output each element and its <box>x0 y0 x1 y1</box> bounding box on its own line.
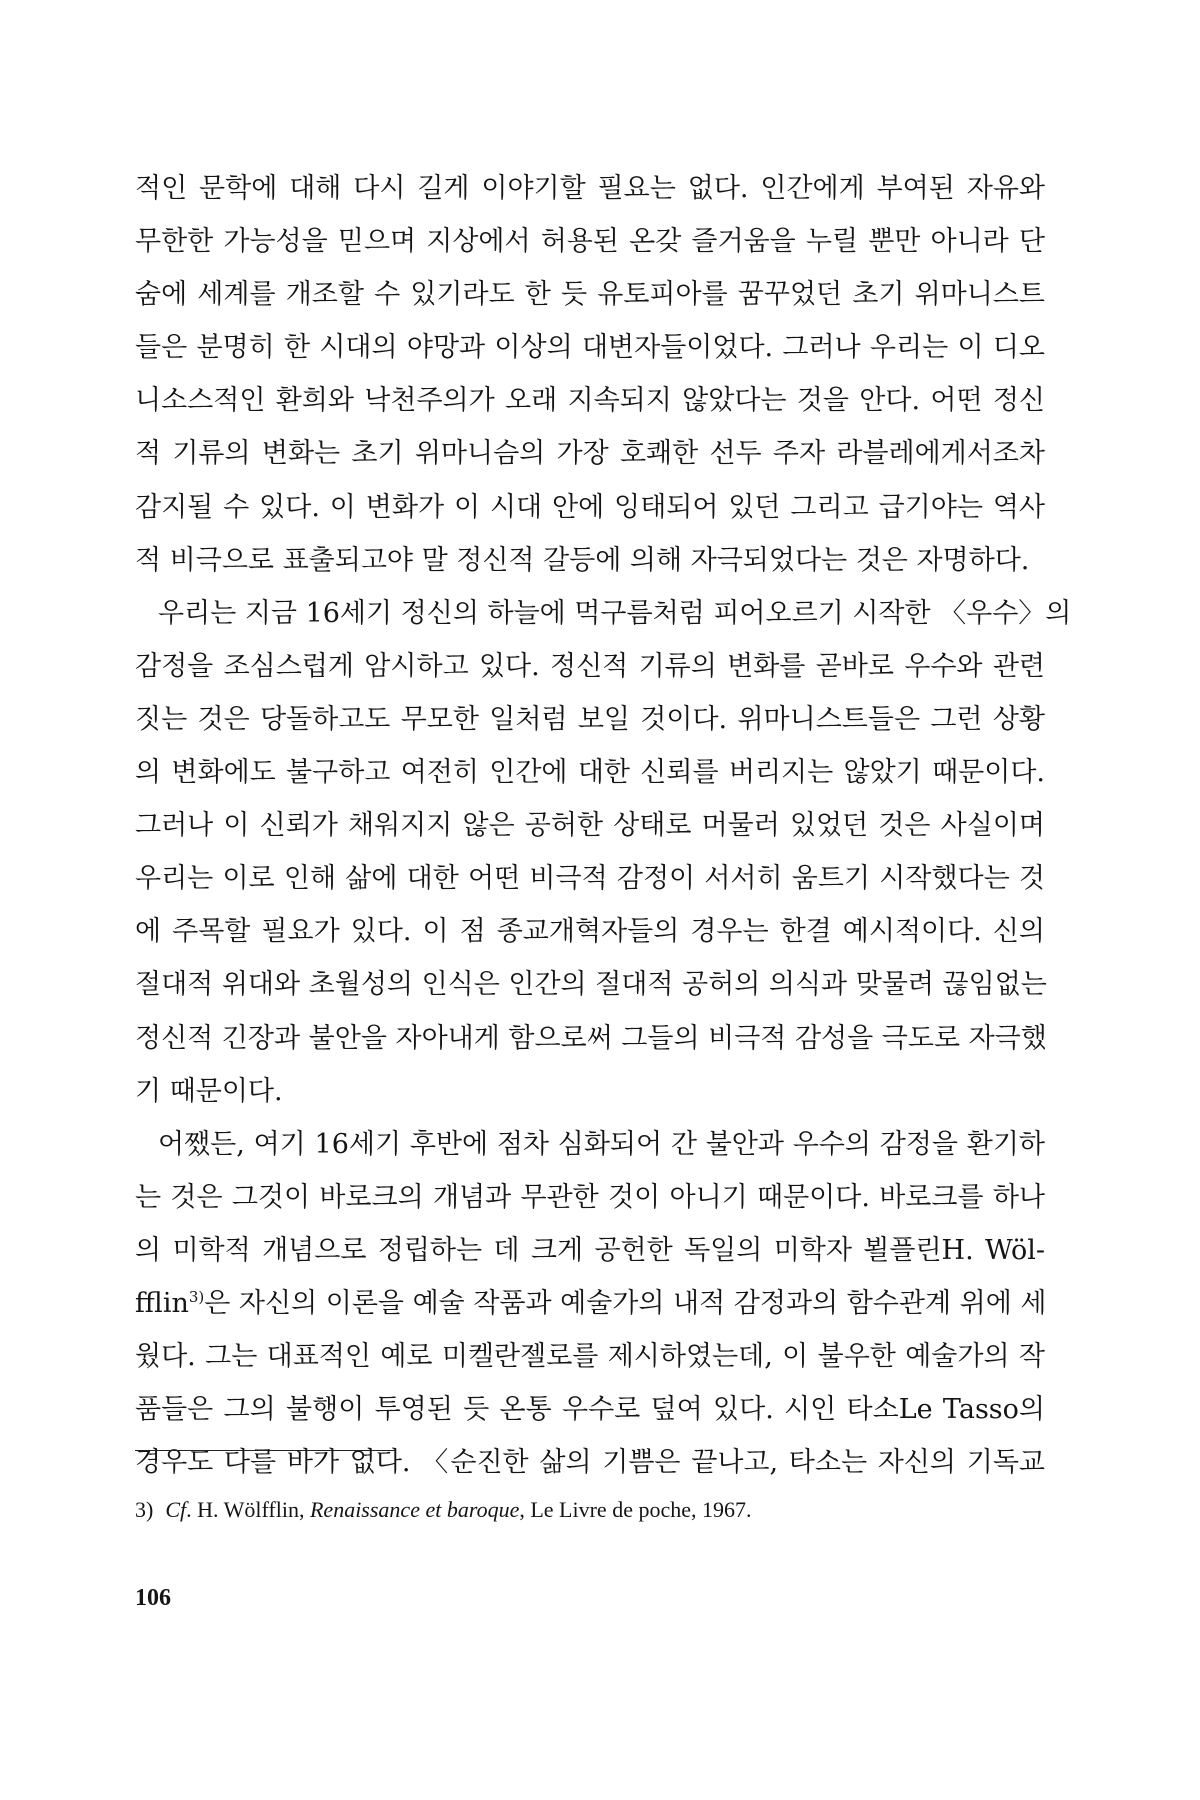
text-line: 의 변화에도 불구하고 여전히 인간에 대한 신뢰를 버리지는 않았기 때문이다. <box>135 757 1045 789</box>
text-line: 감지될 수 있다. 이 변화가 이 시대 안에 잉태되어 있던 그리고 급기야는 역사 <box>135 491 1045 523</box>
text-line: 는 것은 그것이 바로크의 개념과 무관한 것이 아니기 때문이다. 바로크를 하나 <box>135 1181 1045 1213</box>
text-line: 품들은 그의 불행이 투영된 듯 온통 우수로 덮여 있다. 시인 타소Le Tasso의 <box>135 1394 1045 1426</box>
text-line: 에 주목할 필요가 있다. 이 점 종교개혁자들의 경우는 한결 예시적이다. 신의 <box>135 916 1045 948</box>
text-line: 들은 분명히 한 시대의 야망과 이상의 대변자들이었다. 그러나 우리는 이 디오 <box>135 332 1045 364</box>
footnote-publication: , Le Livre de poche, 1967. <box>519 1497 752 1522</box>
text-line: 의 미학적 개념으로 정립하는 데 크게 공헌한 독일의 미학자 뵐플린H. Wöl- <box>135 1234 1045 1266</box>
footnote-title: Renaissance et baroque <box>309 1497 520 1522</box>
footnote <box>135 1495 751 1525</box>
text-line: 숨에 세계를 개조할 수 있기라도 한 듯 유토피아를 꿈꾸었던 초기 위마니스트 <box>135 279 1045 311</box>
footnote-reference[interactable]: 3) <box>188 1287 205 1306</box>
footnote-number: 3) <box>135 1497 154 1522</box>
text-line: 절대적 위대와 초월성의 인식은 인간의 절대적 공허의 의식과 맞물려 끊임없는 <box>135 969 1047 1001</box>
text-line: 감정을 조심스럽게 암시하고 있다. 정신적 기류의 변화를 곧바로 우수와 관련 <box>135 650 1045 682</box>
footnote-divider <box>135 1450 395 1451</box>
text-line: 적인 문학에 대해 다시 길게 이야기할 필요는 없다. 인간에게 부여된 자유와 <box>135 173 1045 204</box>
text-segment: fflin <box>135 1287 189 1319</box>
footnote-author: . H. Wölfflin, <box>186 1497 310 1522</box>
text-line-with-footnote-ref <box>135 1277 1045 1330</box>
text-segment: 은 자신의 이론을 예술 작품과 예술가의 내적 감정과의 함수관계 위에 세 <box>204 1287 1047 1319</box>
text-line: 경우도 다를 바가 없다. 〈순진한 삶의 기쁨은 끝나고, 타소는 자신의 기독교 <box>135 1447 1045 1479</box>
body-text <box>135 162 1072 1489</box>
page-number: 106 <box>135 1585 171 1611</box>
text-line: 적 비극으로 표출되고야 말 정신적 갈등에 의해 자극되었다는 것은 자명하다. <box>135 544 1030 576</box>
text-line: 정신적 긴장과 불안을 자아내게 함으로써 그들의 비극적 감성을 극도로 자극했 <box>135 1022 1047 1054</box>
text-line: 짓는 것은 당돌하고도 무모한 일처럼 보일 것이다. 위마니스트들은 그런 상황 <box>135 703 1045 735</box>
text-line-paragraph-start: 우리는 지금 16세기 정신의 하늘에 먹구름처럼 피어오르기 시작한 〈우수〉의 <box>158 597 1072 629</box>
text-line: 기 때문이다. <box>135 1075 283 1107</box>
text-line: 무한한 가능성을 믿으며 지상에서 허용된 온갖 즐거움을 누릴 뿐만 아니라 단 <box>135 226 1045 258</box>
text-line-paragraph-start: 어쨌든, 여기 16세기 후반에 점차 심화되어 간 불안과 우수의 감정을 환기하 <box>158 1128 1045 1160</box>
text-line: 니소스적인 환희와 낙천주의가 오래 지속되지 않았다는 것을 안다. 어떤 정신 <box>135 385 1045 417</box>
text-line: 그러나 이 신뢰가 채워지지 않은 공허한 상태로 머물러 있었던 것은 사실이며 <box>135 810 1045 842</box>
footnote-cf: Cf <box>165 1497 187 1522</box>
text-line: 우리는 이로 인해 삶에 대한 어떤 비극적 감정이 서서히 움트기 시작했다는 것 <box>135 863 1045 895</box>
text-line: 적 기류의 변화는 초기 위마니슴의 가장 호쾌한 선두 주자 라블레에게서조차 <box>135 438 1045 470</box>
text-line: 웠다. 그는 대표적인 예로 미켈란젤로를 제시하였는데, 이 불우한 예술가의 작 <box>135 1341 1045 1373</box>
